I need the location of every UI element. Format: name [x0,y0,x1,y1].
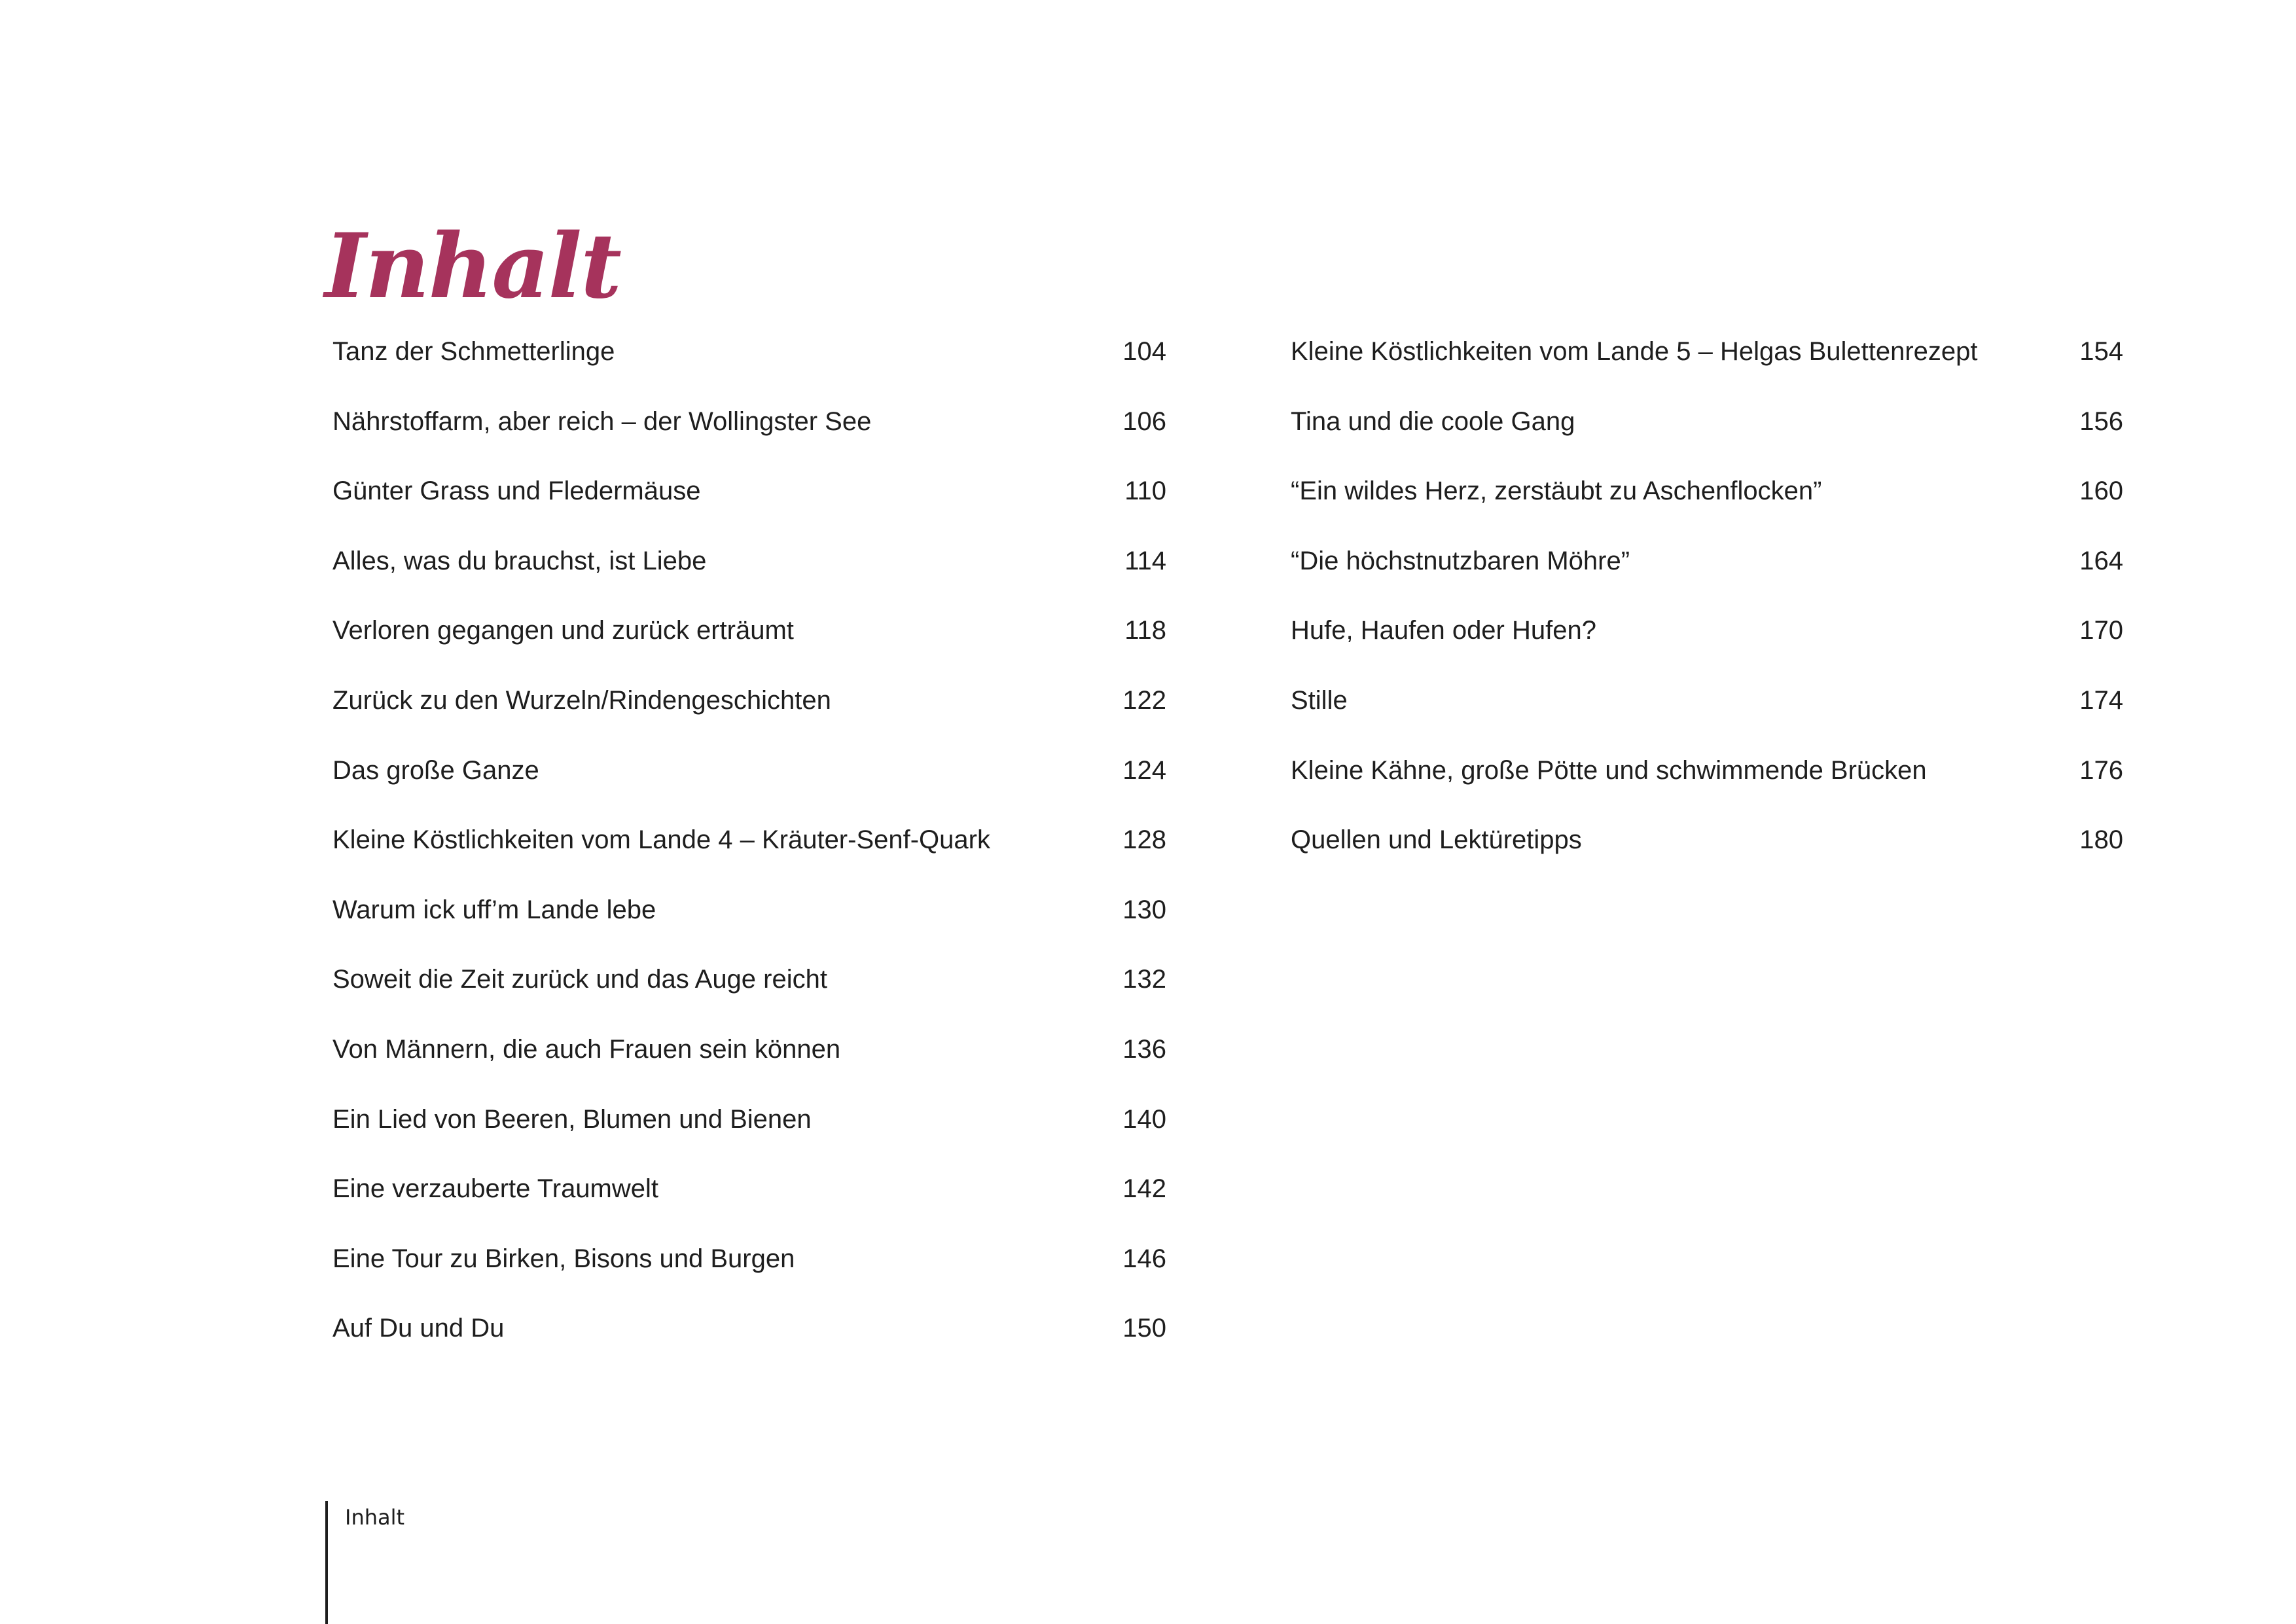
toc-entry-page: 140 [1122,1104,1166,1134]
toc-entry-title: Alles, was du brauchst, ist Liebe [332,546,707,575]
toc-entry[interactable] [332,890,1166,960]
toc-entry-page: 180 [2079,825,2123,855]
toc-entry[interactable] [332,402,1166,472]
toc-entry-page: 154 [2079,337,2123,366]
toc-entry[interactable] [1291,611,2123,681]
toc-entry-title: Tina und die coole Gang [1291,406,1575,436]
toc-entry[interactable] [332,1169,1166,1239]
toc-entry-title: Eine verzauberte Traumwelt [332,1174,659,1204]
toc-entry-title: Nährstoffarm, aber reich – der Wollingster See [332,406,872,436]
toc-entry-page: 170 [2079,616,2123,645]
toc-entry[interactable] [332,960,1166,1030]
page-title: Inhalt [325,214,620,319]
toc-entry[interactable] [1291,332,2123,402]
toc-entry-page: 176 [2079,755,2123,785]
toc-entry-page: 160 [2079,477,2123,506]
toc-entry-title: Stille [1291,685,1348,715]
toc-entry-page: 132 [1122,965,1166,994]
toc-entry-page: 142 [1122,1174,1166,1204]
toc-entry-title: “Ein wildes Herz, zerstäubt zu Aschenflocken” [1291,477,1822,506]
toc-entry[interactable] [1291,751,2123,821]
toc-entry-title: Ein Lied von Beeren, Blumen und Bienen [332,1104,812,1134]
toc-entry[interactable] [332,681,1166,751]
toc-entry-title: Warum ick uff’m Lande lebe [332,895,656,924]
toc-entry[interactable] [1291,820,2123,890]
running-footer: Inhalt [345,1505,405,1530]
toc-entry-page: 124 [1122,755,1166,785]
toc-entry-title: Von Männern, die auch Frauen sein können [332,1034,841,1064]
toc-entry-page: 174 [2079,685,2123,715]
toc-entry-title: Kleine Köstlichkeiten vom Lande 4 – Kräuter-Senf-Quark [332,825,990,855]
toc-entry-page: 156 [2079,406,2123,436]
toc-entry-title: Quellen und Lektüretipps [1291,825,1582,855]
toc-entry[interactable] [332,611,1166,681]
toc-entry[interactable] [332,1239,1166,1309]
toc-entry-page: 114 [1124,546,1166,575]
toc-entry-page: 128 [1122,825,1166,855]
toc-entry[interactable] [332,820,1166,890]
toc-entry-title: Hufe, Haufen oder Hufen? [1291,616,1596,645]
toc-entry[interactable] [332,751,1166,821]
toc-entry[interactable] [332,471,1166,541]
toc-entry[interactable] [332,1030,1166,1100]
toc-entry-page: 104 [1122,337,1166,366]
toc-entry-page: 106 [1122,406,1166,436]
toc-entry-title: Zurück zu den Wurzeln/Rindengeschichten [332,685,831,715]
toc-entry-title: Günter Grass und Fledermäuse [332,477,701,506]
toc-entry-title: Verloren gegangen und zurück erträumt [332,616,794,645]
toc-entry-page: 122 [1122,685,1166,715]
toc-entry-title: Tanz der Schmetterlinge [332,337,615,366]
toc-column-left [332,332,1166,1379]
toc-entry[interactable] [332,1308,1166,1379]
toc-entry[interactable] [1291,402,2123,472]
toc-entry[interactable] [1291,541,2123,611]
toc-column-right [1291,332,2123,890]
toc-entry-page: 130 [1122,895,1166,924]
toc-entry-title: “Die höchstnutzbaren Möhre” [1291,546,1630,575]
toc-entry-page: 150 [1122,1314,1166,1343]
toc-entry-page: 110 [1124,477,1166,506]
toc-entry-title: Kleine Köstlichkeiten vom Lande 5 – Helgas Bulettenrezept [1291,337,1978,366]
toc-entry[interactable] [332,1100,1166,1170]
footer-divider [325,1501,328,1624]
toc-entry-title: Kleine Kähne, große Pötte und schwimmende Brücken [1291,755,1927,785]
toc-entry-title: Auf Du und Du [332,1314,505,1343]
toc-entry-title: Soweit die Zeit zurück und das Auge reicht [332,965,827,994]
toc-entry-page: 118 [1124,616,1166,645]
toc-entry[interactable] [1291,681,2123,751]
toc-entry-page: 164 [2079,546,2123,575]
toc-entry-title: Eine Tour zu Birken, Bisons und Burgen [332,1244,795,1273]
toc-entry-page: 146 [1122,1244,1166,1273]
toc-entry[interactable] [332,541,1166,611]
toc-entry[interactable] [332,332,1166,402]
toc-entry-title: Das große Ganze [332,755,539,785]
toc-entry-page: 136 [1122,1034,1166,1064]
toc-entry[interactable] [1291,471,2123,541]
